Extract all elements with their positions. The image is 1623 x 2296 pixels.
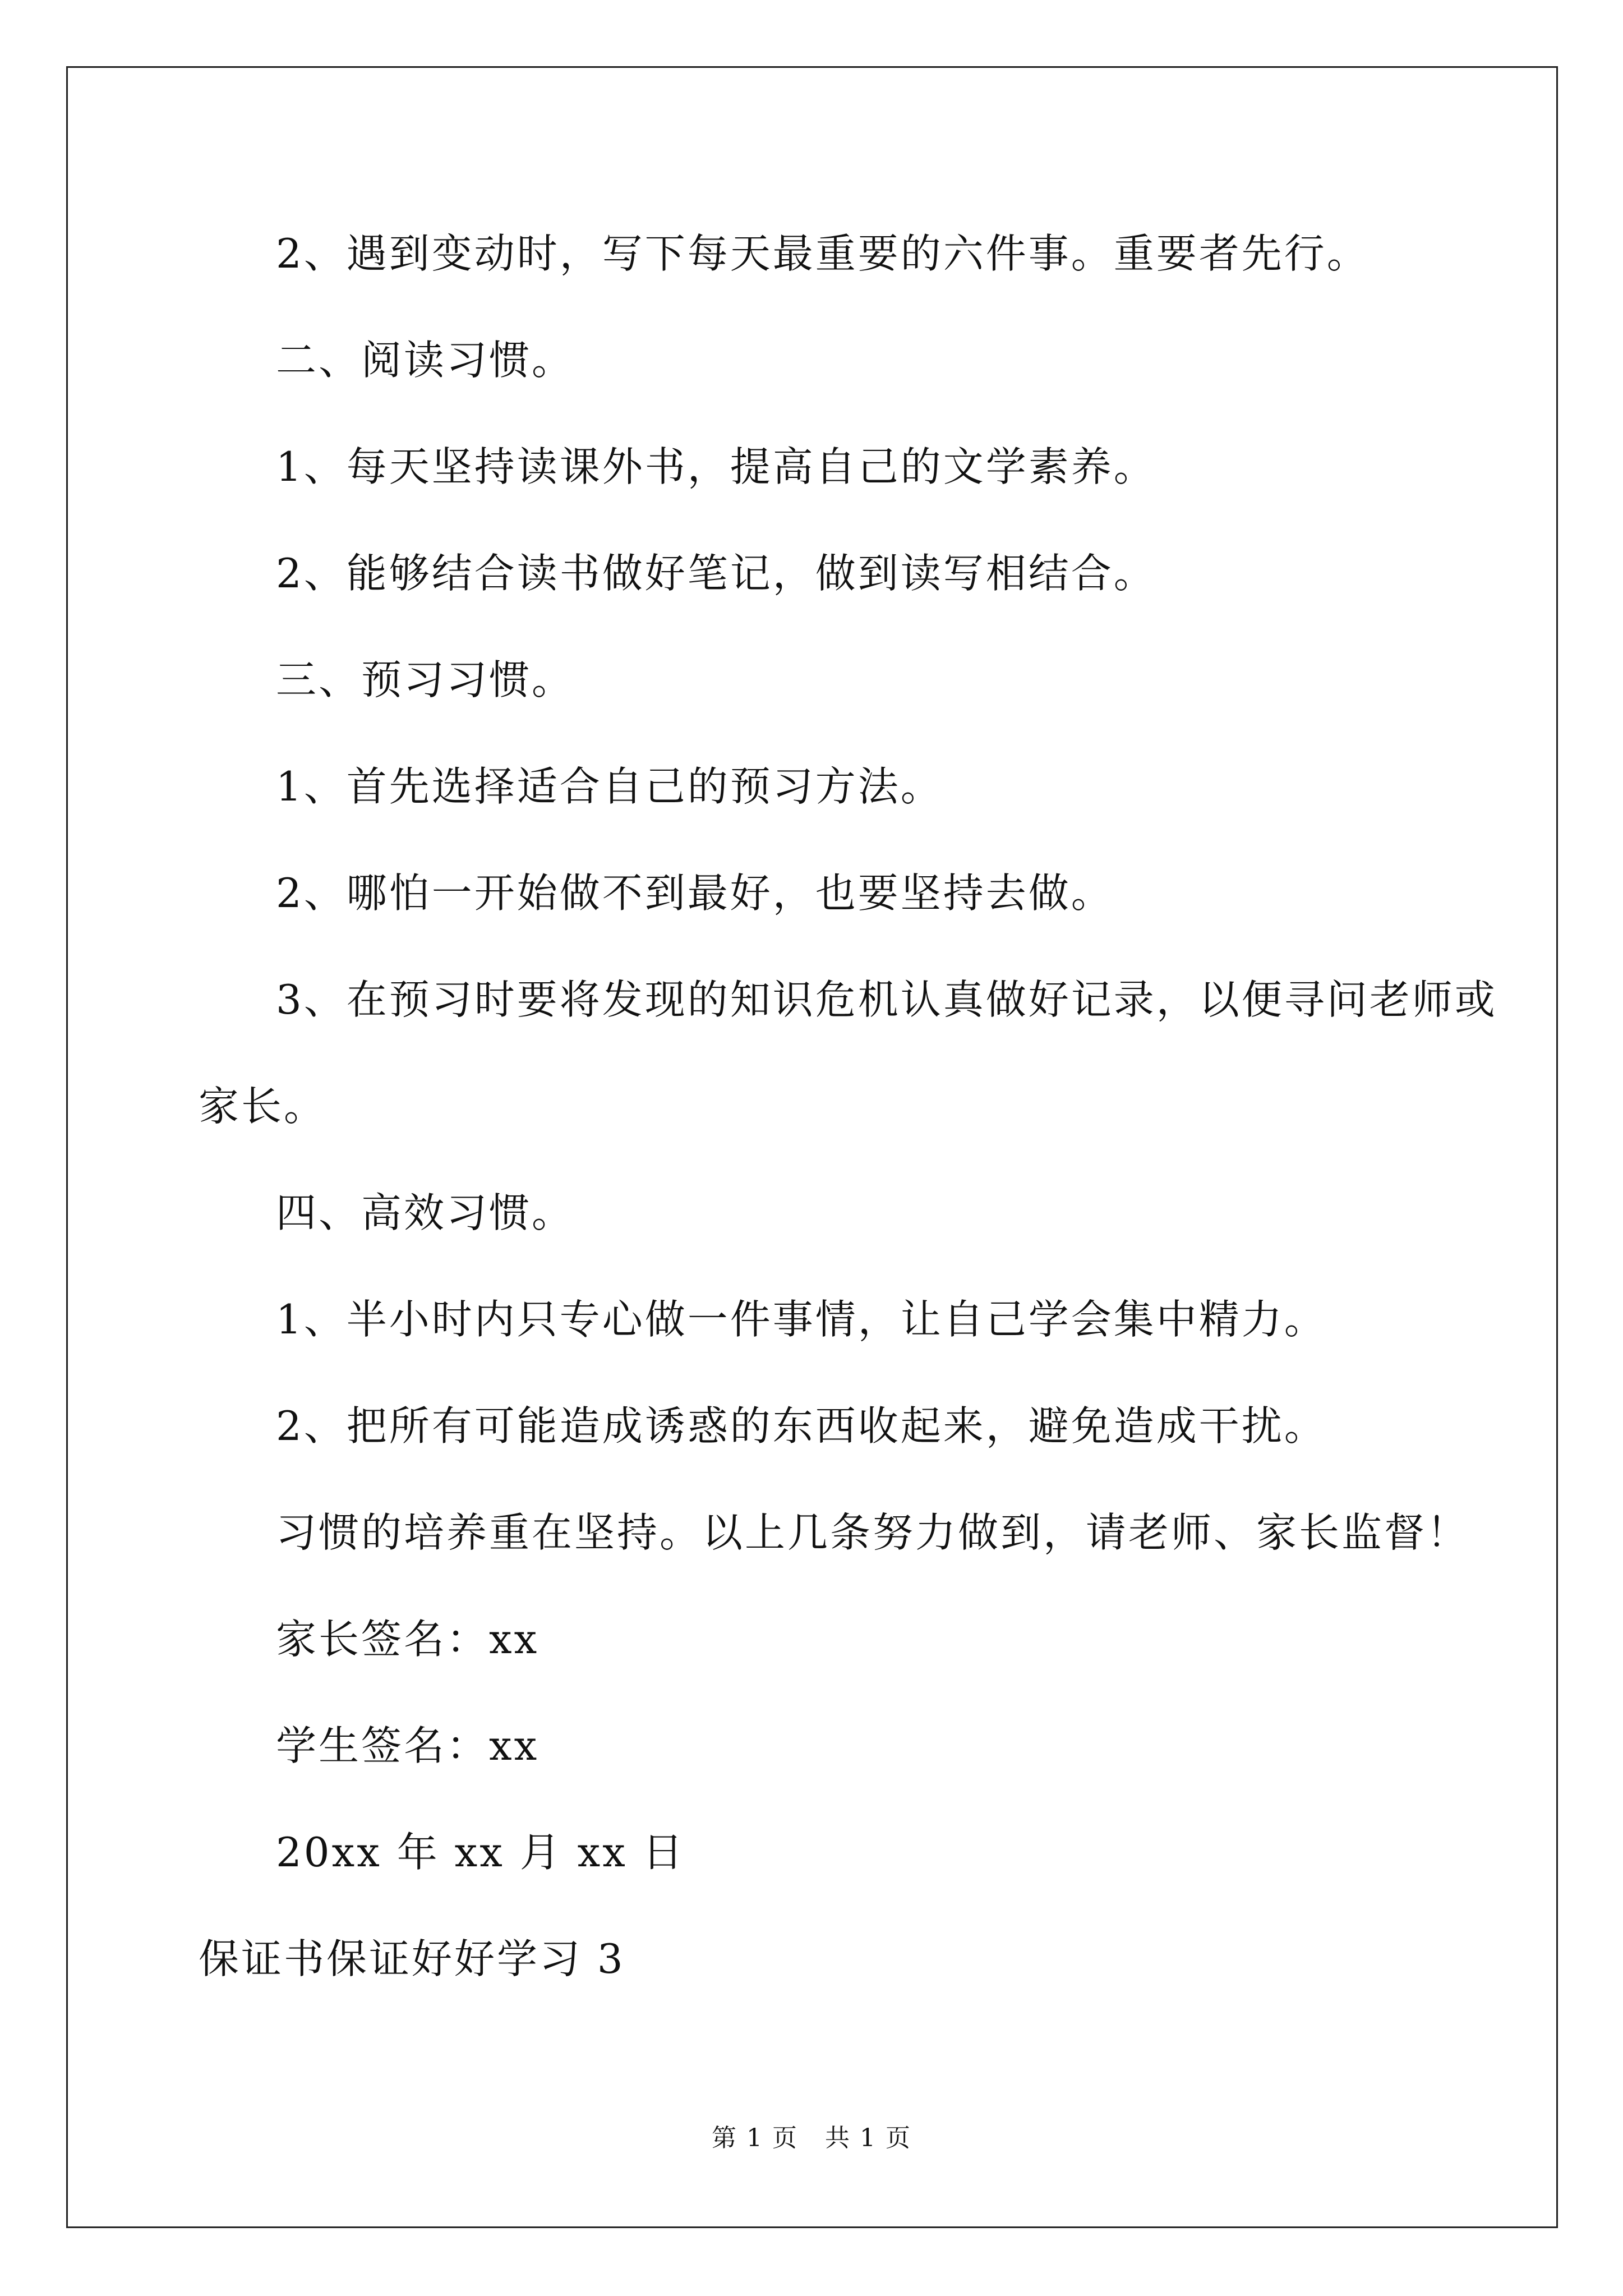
- text-line-6: 1、首先选择适合自己的预习方法。: [276, 763, 943, 810]
- text-line-11: 1、半小时内只专心做一件事情，让自己学会集中精力。: [276, 1296, 1327, 1343]
- text-line-3: 1、每天坚持读课外书，提高自己的文学素养。: [276, 443, 1156, 490]
- student-signature: 学生签名：xx: [276, 1722, 540, 1769]
- text-line-9: 家长。: [199, 1083, 327, 1130]
- page-number: 第 1 页: [712, 2124, 798, 2152]
- section-heading-efficiency: 四、高效习惯。: [276, 1189, 575, 1236]
- text-line-4: 2、能够结合读书做好笔记，做到读写相结合。: [276, 550, 1156, 597]
- page-border: [66, 66, 1558, 2228]
- page-footer: [0, 2122, 1623, 2155]
- closing-statement: 习惯的培养重在坚持。以上几条努力做到，请老师、家长监督！: [276, 1509, 1470, 1556]
- page-total: 共 1 页: [825, 2124, 911, 2152]
- section-heading-reading: 二、阅读习惯。: [276, 337, 575, 384]
- next-section-title: 保证书保证好好学习 3: [199, 1935, 625, 1982]
- date-line: 20xx 年 xx 月 xx 日: [276, 1829, 685, 1876]
- parent-signature: 家长签名：xx: [276, 1616, 540, 1663]
- text-line-8: 3、在预习时要将发现的知识危机认真做好记录，以便寻问老师或: [276, 976, 1497, 1023]
- text-line-1: 2、遇到变动时，写下每天最重要的六件事。重要者先行。: [276, 230, 1370, 277]
- text-line-7: 2、哪怕一开始做不到最好，也要坚持去做。: [276, 869, 1114, 917]
- section-heading-preview: 三、预习习惯。: [276, 656, 575, 703]
- text-line-12: 2、把所有可能造成诱惑的东西收起来，避免造成干扰。: [276, 1402, 1327, 1450]
